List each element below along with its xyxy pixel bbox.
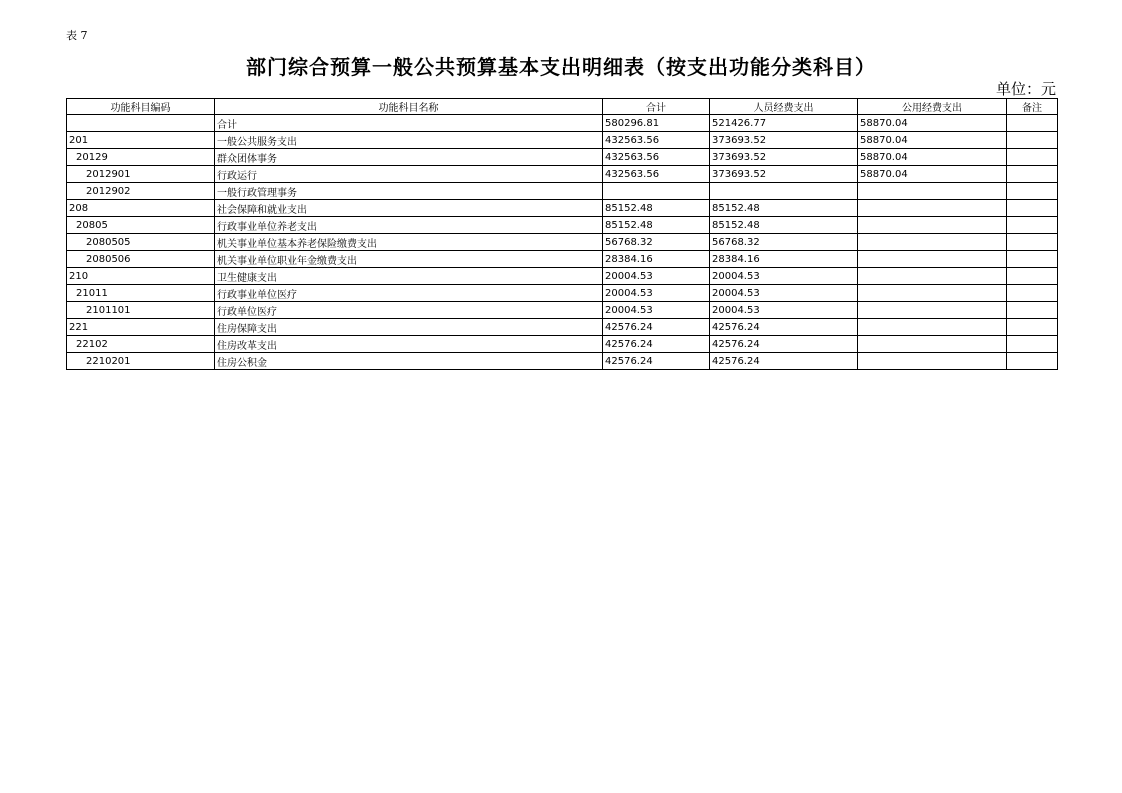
cell-code	[67, 115, 215, 132]
cell-total: 580296.81	[603, 115, 710, 132]
cell-name: 行政运行	[215, 166, 603, 183]
table-row	[67, 319, 1058, 336]
cell-personnel: 56768.32	[710, 234, 858, 251]
cell-name: 行政单位医疗	[215, 302, 603, 319]
cell-code: 20129	[67, 149, 215, 166]
cell-code: 2012902	[67, 183, 215, 200]
cell-public	[858, 183, 1007, 200]
cell-code: 208	[67, 200, 215, 217]
table-row	[67, 285, 1058, 302]
cell-public: 58870.04	[858, 149, 1007, 166]
cell-public	[858, 285, 1007, 302]
cell-note	[1007, 183, 1058, 200]
cell-personnel: 373693.52	[710, 149, 858, 166]
table-row	[67, 234, 1058, 251]
cell-public: 58870.04	[858, 132, 1007, 149]
cell-code: 2080506	[67, 251, 215, 268]
cell-total	[603, 183, 710, 200]
table-row	[67, 251, 1058, 268]
cell-note	[1007, 251, 1058, 268]
cell-code: 210	[67, 268, 215, 285]
cell-public	[858, 268, 1007, 285]
cell-code: 2101101	[67, 302, 215, 319]
header-total: 合计	[603, 99, 710, 115]
cell-public: 58870.04	[858, 166, 1007, 183]
cell-name: 一般公共服务支出	[215, 132, 603, 149]
cell-note	[1007, 302, 1058, 319]
cell-personnel: 42576.24	[710, 353, 858, 370]
cell-total: 20004.53	[603, 302, 710, 319]
cell-code: 2012901	[67, 166, 215, 183]
cell-public	[858, 336, 1007, 353]
cell-code: 221	[67, 319, 215, 336]
cell-name: 社会保障和就业支出	[215, 200, 603, 217]
cell-total: 85152.48	[603, 200, 710, 217]
cell-personnel	[710, 183, 858, 200]
table-body	[67, 115, 1058, 370]
cell-personnel: 28384.16	[710, 251, 858, 268]
cell-note	[1007, 200, 1058, 217]
cell-note	[1007, 268, 1058, 285]
cell-code: 201	[67, 132, 215, 149]
cell-name: 住房公积金	[215, 353, 603, 370]
cell-public: 58870.04	[858, 115, 1007, 132]
cell-name: 一般行政管理事务	[215, 183, 603, 200]
cell-public	[858, 200, 1007, 217]
cell-name: 住房改革支出	[215, 336, 603, 353]
cell-personnel: 85152.48	[710, 217, 858, 234]
budget-table	[66, 98, 1058, 370]
cell-note	[1007, 217, 1058, 234]
cell-public	[858, 302, 1007, 319]
table-row	[67, 132, 1058, 149]
cell-name: 机关事业单位基本养老保险缴费支出	[215, 234, 603, 251]
cell-personnel: 373693.52	[710, 132, 858, 149]
table-row	[67, 183, 1058, 200]
cell-name: 机关事业单位职业年金缴费支出	[215, 251, 603, 268]
cell-code: 2080505	[67, 234, 215, 251]
cell-personnel: 85152.48	[710, 200, 858, 217]
cell-name: 行政事业单位养老支出	[215, 217, 603, 234]
cell-name: 住房保障支出	[215, 319, 603, 336]
cell-note	[1007, 132, 1058, 149]
header-row	[67, 99, 1058, 115]
cell-total: 42576.24	[603, 336, 710, 353]
cell-total: 20004.53	[603, 268, 710, 285]
cell-total: 432563.56	[603, 149, 710, 166]
cell-personnel: 42576.24	[710, 319, 858, 336]
header-note: 备注	[1007, 99, 1058, 115]
cell-personnel: 20004.53	[710, 268, 858, 285]
table-row	[67, 115, 1058, 132]
cell-note	[1007, 149, 1058, 166]
cell-code: 21011	[67, 285, 215, 302]
cell-note	[1007, 166, 1058, 183]
cell-public	[858, 319, 1007, 336]
cell-public	[858, 251, 1007, 268]
header-name: 功能科目名称	[215, 99, 603, 115]
unit-label: 单位：元	[995, 80, 1056, 98]
cell-code: 22102	[67, 336, 215, 353]
table-header	[67, 99, 1058, 115]
cell-total: 20004.53	[603, 285, 710, 302]
cell-note	[1007, 234, 1058, 251]
table-row	[67, 149, 1058, 166]
table-row	[67, 336, 1058, 353]
cell-total: 42576.24	[603, 319, 710, 336]
cell-personnel: 20004.53	[710, 285, 858, 302]
cell-personnel: 373693.52	[710, 166, 858, 183]
header-public: 公用经费支出	[858, 99, 1007, 115]
cell-personnel: 42576.24	[710, 336, 858, 353]
cell-note	[1007, 285, 1058, 302]
cell-name: 行政事业单位医疗	[215, 285, 603, 302]
table-number-label: 表 7	[66, 29, 88, 42]
cell-code: 20805	[67, 217, 215, 234]
page-title: 部门综合预算一般公共预算基本支出明细表（按支出功能分类科目）	[246, 55, 876, 79]
cell-personnel: 521426.77	[710, 115, 858, 132]
cell-name: 卫生健康支出	[215, 268, 603, 285]
header-personnel: 人员经费支出	[710, 99, 858, 115]
cell-name: 合计	[215, 115, 603, 132]
cell-total: 42576.24	[603, 353, 710, 370]
cell-note	[1007, 353, 1058, 370]
cell-total: 28384.16	[603, 251, 710, 268]
cell-public	[858, 353, 1007, 370]
cell-total: 432563.56	[603, 166, 710, 183]
cell-public	[858, 217, 1007, 234]
cell-code: 2210201	[67, 353, 215, 370]
table-row	[67, 200, 1058, 217]
cell-total: 56768.32	[603, 234, 710, 251]
cell-personnel: 20004.53	[710, 302, 858, 319]
table-row	[67, 353, 1058, 370]
table-row	[67, 217, 1058, 234]
cell-name: 群众团体事务	[215, 149, 603, 166]
cell-note	[1007, 336, 1058, 353]
cell-note	[1007, 115, 1058, 132]
cell-total: 432563.56	[603, 132, 710, 149]
table-row	[67, 268, 1058, 285]
cell-public	[858, 234, 1007, 251]
cell-total: 85152.48	[603, 217, 710, 234]
header-code: 功能科目编码	[67, 99, 215, 115]
table-row	[67, 166, 1058, 183]
cell-note	[1007, 319, 1058, 336]
table-row	[67, 302, 1058, 319]
